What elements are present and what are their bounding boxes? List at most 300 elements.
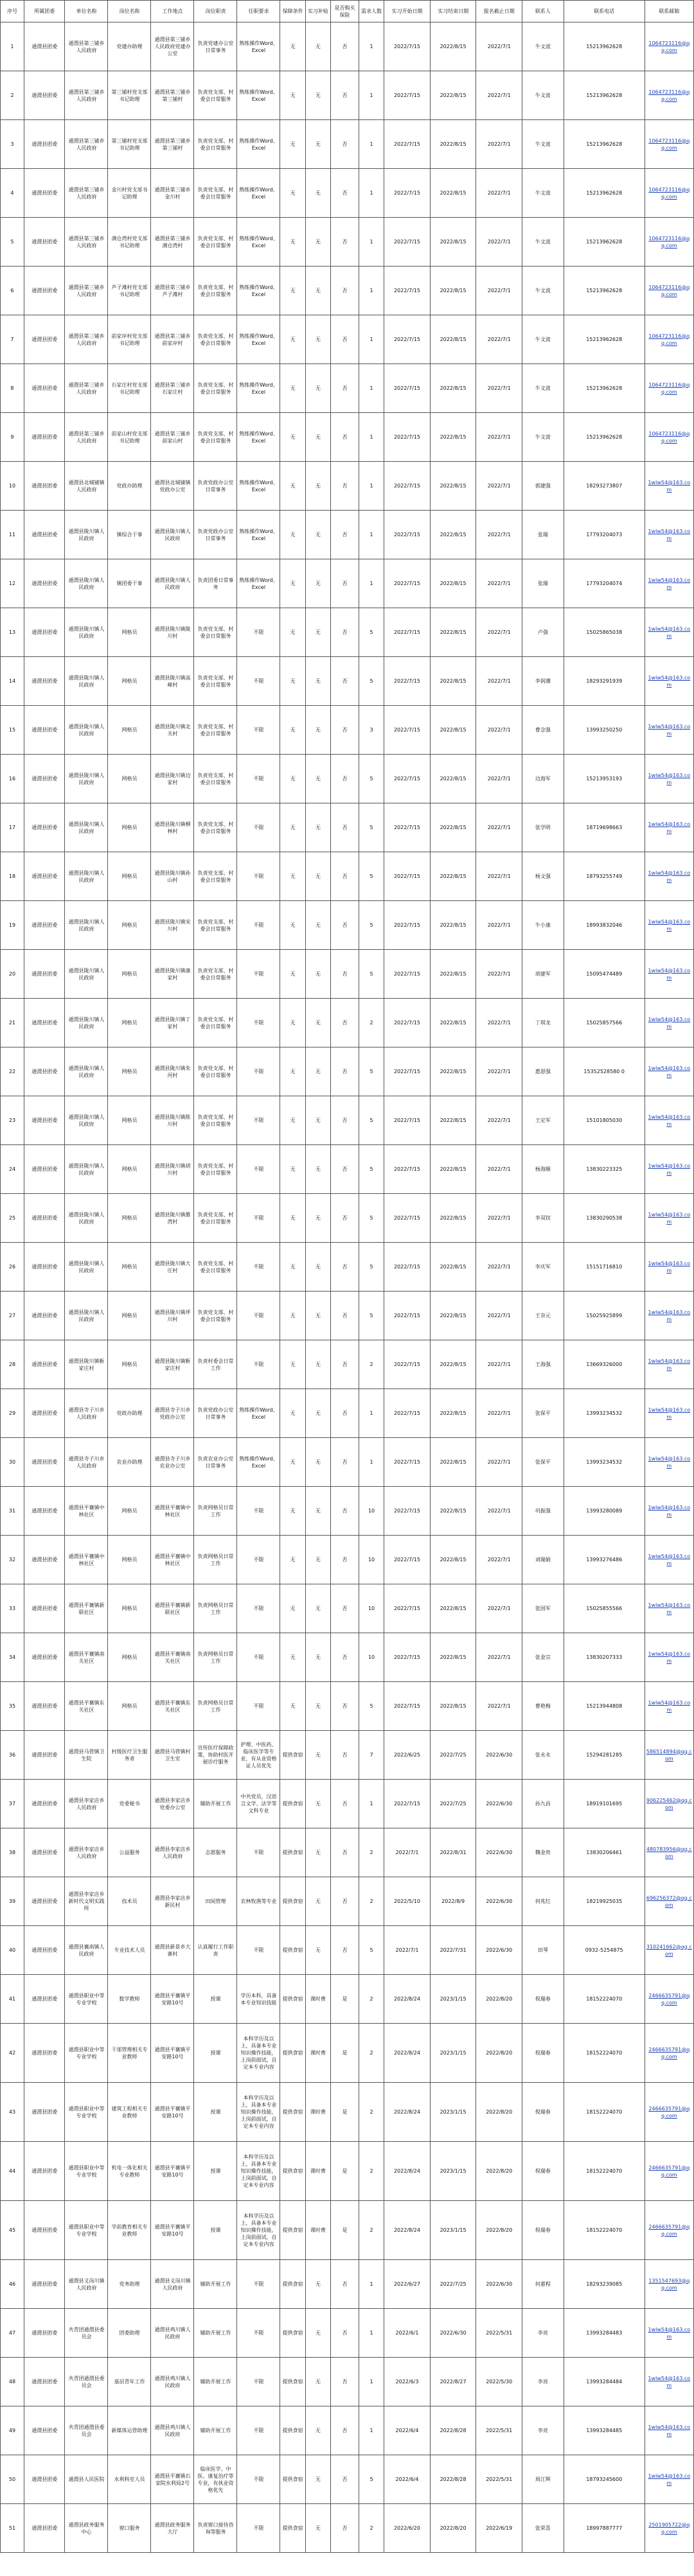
cell-col-contact: 张保平: [522, 1438, 564, 1487]
cell-col-guarantee: 提供食宿: [280, 1975, 305, 2024]
cell-col-deadline: 2022/7/1: [476, 22, 522, 71]
cell-col-end-date: 2022/8/15: [430, 803, 476, 852]
table-row: [1, 1633, 694, 1682]
cell-col-start-date: 2022/7/15: [384, 71, 431, 120]
cell-col-unit: 通渭县襄南镇人民政府: [65, 1926, 108, 1975]
cell-col-duty: 辅助开展工作: [194, 2358, 237, 2406]
cell-col-requirement: 不限: [237, 852, 280, 901]
cell-col-deadline: 2022/7/1: [476, 1096, 522, 1145]
cell-col-contact: 牛文波: [522, 169, 564, 218]
cell-col-end-date: 2023/1/15: [430, 1975, 476, 2024]
cell-col-location: 通渭县陇川镇人民政府: [151, 559, 194, 608]
cell-col-duty: 负责党支部、村委会日常服务: [194, 364, 237, 413]
cell-col-end-date: 2022/8/15: [430, 1243, 476, 1292]
cell-col-end-date: 2022/8/15: [430, 1536, 476, 1584]
cell-col-unit: 通渭县第三铺乡人民政府: [65, 22, 108, 71]
cell-col-league: 通渭县团委: [24, 1243, 65, 1292]
cell-col-phone: 18152224070: [564, 2201, 645, 2260]
cell-col-start-date: 2022/7/15: [384, 1536, 431, 1584]
cell-col-requirement: 不限: [237, 755, 280, 803]
cell-col-duty: 负责党支部、村委会日常服务: [194, 608, 237, 657]
table-row: [1, 218, 694, 267]
cell-col-duty: 授课: [194, 2201, 237, 2260]
cell-col-email[interactable]: 1064723116@qq.com: [645, 267, 693, 315]
cell-col-location: 通渭县陇川镇大庄村: [151, 1243, 194, 1292]
cell-col-count: 1: [359, 462, 384, 511]
cell-col-subsidy: 无: [305, 559, 330, 608]
cell-col-requirement: 熟练操作Word、Excel: [237, 169, 280, 218]
cell-col-contact: 牛小康: [522, 901, 564, 950]
cell-col-index: 7: [1, 315, 24, 364]
cell-col-email[interactable]: 1064723116@qq.com: [645, 169, 693, 218]
cell-col-email[interactable]: 1wlw54@163.com: [645, 1292, 693, 1340]
cell-col-unit: 通渭县职业中等专业学校: [65, 1975, 108, 2024]
cell-col-deadline: 2022/7/1: [476, 315, 522, 364]
cell-col-start-date: 2022/7/15: [384, 852, 431, 901]
cell-col-email[interactable]: 1wlw54@163.com: [645, 2309, 693, 2358]
cell-col-league: 通渭县团委: [24, 559, 65, 608]
cell-col-contact: 李润潮: [522, 657, 564, 706]
cell-col-email[interactable]: 1wlw54@163.com: [645, 1194, 693, 1243]
header-col-subsidy: 实习补贴: [305, 1, 330, 22]
cell-col-phone: 15352528580 0: [564, 1047, 645, 1096]
cell-col-duty: 负责党支部、村委会日常服务: [194, 267, 237, 315]
cell-col-subsidy: 无: [305, 22, 330, 71]
cell-col-position: 网格员: [108, 852, 151, 901]
cell-col-location: 通渭县第三铺乡前家岸村: [151, 315, 194, 364]
cell-col-phone: 18293239085: [564, 2260, 645, 2309]
cell-col-phone: 18993832046: [564, 901, 645, 950]
cell-col-email[interactable]: 1064723116@qq.com: [645, 22, 693, 71]
cell-col-position: 网格员: [108, 657, 151, 706]
cell-col-subsidy: 无: [305, 1438, 330, 1487]
cell-col-phone: 15213962628: [564, 218, 645, 267]
cell-col-subsidy: 无: [305, 1877, 330, 1926]
cell-col-index: 48: [1, 2358, 24, 2406]
cell-col-requirement: 不限: [237, 1926, 280, 1975]
cell-col-duty: 辅助开展工作: [194, 1780, 237, 1828]
cell-col-email[interactable]: 1wlw54@163.com: [645, 1633, 693, 1682]
cell-col-deadline: 2022/7/1: [476, 1243, 522, 1292]
cell-col-league: 通渭县团委: [24, 803, 65, 852]
cell-col-duty: 辅助开展工作: [194, 2309, 237, 2358]
cell-col-email[interactable]: 2501905722@qq.com: [645, 2504, 693, 2553]
cell-col-guarantee: 无: [280, 1047, 305, 1096]
cell-col-subsidy: 无: [305, 2406, 330, 2455]
cell-col-subsidy: 课时费: [305, 2201, 330, 2260]
table-body: [1, 22, 694, 2553]
cell-col-email[interactable]: 1wlw54@163.com: [645, 2406, 693, 2455]
cell-col-guarantee: 无: [280, 950, 305, 999]
cell-col-insurance: 否: [331, 706, 359, 755]
cell-col-contact: 张瑞: [522, 511, 564, 559]
cell-col-subsidy: 无: [305, 706, 330, 755]
cell-col-email[interactable]: 1wlw54@163.com: [645, 2358, 693, 2406]
cell-col-count: 5: [359, 901, 384, 950]
cell-col-contact: 卢强: [522, 608, 564, 657]
cell-col-insurance: 否: [331, 755, 359, 803]
cell-col-phone: 13830223325: [564, 1145, 645, 1194]
cell-col-email[interactable]: 1064723116@qq.com: [645, 364, 693, 413]
cell-col-position: 芦子滩村党支部书记助理: [108, 267, 151, 315]
cell-col-count: 1: [359, 2406, 384, 2455]
cell-col-guarantee: 无: [280, 1584, 305, 1633]
cell-col-phone: 18919101695: [564, 1780, 645, 1828]
cell-col-unit: 通渭县李家店乡人民政府: [65, 1780, 108, 1828]
cell-col-end-date: 2022/8/15: [430, 315, 476, 364]
cell-col-deadline: 2022/7/1: [476, 1194, 522, 1243]
cell-col-email[interactable]: 2466635791@qq.com: [645, 2083, 693, 2142]
cell-col-position: 网格员: [108, 1292, 151, 1340]
cell-col-email[interactable]: 1wlw54@163.com: [645, 706, 693, 755]
cell-col-contact: 牛文波: [522, 315, 564, 364]
cell-col-contact: 王奈元: [522, 1292, 564, 1340]
cell-col-duty: 负责党支部、村委会日常服务: [194, 315, 237, 364]
cell-col-end-date: 2022/8/20: [430, 2504, 476, 2553]
cell-col-duty: 授课: [194, 1975, 237, 2024]
cell-col-requirement: 不限: [237, 999, 280, 1047]
cell-col-requirement: 熟练操作Word、Excel: [237, 315, 280, 364]
cell-col-duty: 志愿服务: [194, 1828, 237, 1877]
cell-col-requirement: 不限: [237, 608, 280, 657]
table-row: [1, 1145, 694, 1194]
cell-col-email[interactable]: 1wlw54@163.com: [645, 803, 693, 852]
cell-col-duty: 授课: [194, 2083, 237, 2142]
table-row: [1, 608, 694, 657]
cell-col-contact: 曹念强: [522, 706, 564, 755]
cell-col-end-date: 2023/1/15: [430, 2142, 476, 2201]
cell-col-contact: 李亮: [522, 2309, 564, 2358]
table-row: [1, 2024, 694, 2083]
cell-col-deadline: 2022/7/1: [476, 1389, 522, 1438]
cell-col-league: 通渭县团委: [24, 315, 65, 364]
cell-col-deadline: 2022/7/1: [476, 511, 522, 559]
cell-col-guarantee: 提供食宿: [280, 1926, 305, 1975]
cell-col-count: 1: [359, 120, 384, 169]
cell-col-requirement: 熟练操作Word、Excel: [237, 413, 280, 462]
cell-col-duty: 负责党支部、村委会日常服务: [194, 1047, 237, 1096]
table-row: [1, 1584, 694, 1633]
table-row: [1, 2309, 694, 2358]
cell-col-end-date: 2022/8/15: [430, 559, 476, 608]
cell-col-email[interactable]: 1064723116@qq.com: [645, 71, 693, 120]
header-col-unit: 单位名称: [65, 1, 108, 22]
cell-col-contact: 边海军: [522, 755, 564, 803]
cell-col-deadline: 2022/5/31: [476, 2455, 522, 2504]
cell-col-insurance: 否: [331, 1145, 359, 1194]
cell-col-league: 通渭县团委: [24, 71, 65, 120]
cell-col-email[interactable]: 1064723116@qq.com: [645, 120, 693, 169]
cell-col-insurance: 否: [331, 1682, 359, 1731]
cell-col-end-date: 2022/8/15: [430, 1194, 476, 1243]
cell-col-deadline: 2022/7/1: [476, 1340, 522, 1389]
cell-col-position: 第三铺村党支部书记助理: [108, 120, 151, 169]
cell-col-position: 公益服务: [108, 1828, 151, 1877]
cell-col-email[interactable]: 1wlw54@163.com: [645, 559, 693, 608]
cell-col-contact: 张学明: [522, 803, 564, 852]
cell-col-position: 学前教育相关专业教师: [108, 2201, 151, 2260]
cell-col-email[interactable]: 1wlw54@163.com: [645, 1438, 693, 1487]
cell-col-position: 网格员: [108, 1194, 151, 1243]
cell-col-start-date: 2022/6/3: [384, 2358, 431, 2406]
cell-col-index: 5: [1, 218, 24, 267]
cell-col-requirement: 熟练操作Word、Excel: [237, 218, 280, 267]
cell-col-email[interactable]: 310241662@qq.com: [645, 1926, 693, 1975]
cell-col-subsidy: 课时费: [305, 2142, 330, 2201]
cell-col-duty: 负责窗口接待咨询等服务: [194, 2504, 237, 2553]
cell-col-league: 通渭县团委: [24, 901, 65, 950]
header-col-location: 工作地点: [151, 1, 194, 22]
cell-col-requirement: 不限: [237, 901, 280, 950]
cell-col-contact: 何嘉程: [522, 2260, 564, 2309]
cell-col-position: 满仓湾村党支部书记助理: [108, 218, 151, 267]
cell-col-email[interactable]: 586514894@qq.com: [645, 1731, 693, 1780]
table-row: [1, 1877, 694, 1926]
cell-col-email[interactable]: 1wlw54@163.com: [645, 1096, 693, 1145]
cell-col-count: 5: [359, 755, 384, 803]
cell-col-email[interactable]: 1wlw54@163.com: [645, 511, 693, 559]
cell-col-index: 38: [1, 1828, 24, 1877]
header-col-position: 岗位名称: [108, 1, 151, 22]
cell-col-requirement: 不限: [237, 1292, 280, 1340]
cell-col-deadline: 2022/7/1: [476, 755, 522, 803]
cell-col-position: 水利科室人员: [108, 2455, 151, 2504]
cell-col-guarantee: 无: [280, 22, 305, 71]
cell-col-position: 网格员: [108, 1340, 151, 1389]
cell-col-league: 通渭县团委: [24, 852, 65, 901]
cell-col-email[interactable]: 1wlw54@163.com: [645, 1145, 693, 1194]
cell-col-phone: 18152224070: [564, 1975, 645, 2024]
cell-col-email[interactable]: 1064723116@qq.com: [645, 315, 693, 364]
cell-col-email[interactable]: 1wlw54@163.com: [645, 999, 693, 1047]
cell-col-email[interactable]: 1wlw54@163.com: [645, 1340, 693, 1389]
cell-col-email[interactable]: 1wlw54@163.com: [645, 1243, 693, 1292]
cell-col-league: 通渭县团委: [24, 462, 65, 511]
cell-col-location: 通渭县陇川镇陇川村: [151, 608, 194, 657]
cell-col-requirement: 本科学历及以上，具备本专业知识操作技能，上岗前面试，自定本专业内容: [237, 2083, 280, 2142]
cell-col-guarantee: 无: [280, 315, 305, 364]
cell-col-requirement: 护理、中医药、临床医学等专业，有从业资格证人员优先: [237, 1731, 280, 1780]
cell-col-contact: 牛文波: [522, 22, 564, 71]
cell-col-contact: 牛文波: [522, 120, 564, 169]
table-row: [1, 1487, 694, 1536]
cell-col-count: 1: [359, 169, 384, 218]
cell-col-email[interactable]: 2466635791@qq.com: [645, 2142, 693, 2201]
cell-col-email[interactable]: 906225462@qq.com: [645, 1780, 693, 1828]
cell-col-unit: 通渭县陇川镇人民政府: [65, 1243, 108, 1292]
cell-col-index: 39: [1, 1877, 24, 1926]
cell-col-location: 通渭县陇川镇陈川村: [151, 1096, 194, 1145]
cell-col-start-date: 2022/8/24: [384, 2083, 431, 2142]
cell-col-deadline: 2022/7/1: [476, 218, 522, 267]
cell-col-location: 通渭县陇川镇柳林村: [151, 803, 194, 852]
cell-col-email[interactable]: 1064723116@qq.com: [645, 218, 693, 267]
cell-col-index: 14: [1, 657, 24, 706]
table-row: [1, 315, 694, 364]
cell-col-contact: 丁琪龙: [522, 999, 564, 1047]
cell-col-position: 数学教师: [108, 1975, 151, 2024]
cell-col-subsidy: 无: [305, 1047, 330, 1096]
cell-col-count: 5: [359, 852, 384, 901]
cell-col-end-date: 2022/8/15: [430, 169, 476, 218]
cell-col-unit: 通渭县陇川镇人民政府: [65, 559, 108, 608]
cell-col-email[interactable]: 1wlw54@163.com: [645, 2455, 693, 2504]
cell-col-email[interactable]: 2466635791@qq.com: [645, 2024, 693, 2083]
cell-col-email[interactable]: 1wlw54@163.com: [645, 852, 693, 901]
cell-col-count: 2: [359, 2142, 384, 2201]
cell-col-index: 20: [1, 950, 24, 999]
cell-col-email[interactable]: 1wlw54@163.com: [645, 462, 693, 511]
cell-col-email[interactable]: 1wlw54@163.com: [645, 1536, 693, 1584]
cell-col-insurance: 否: [331, 950, 359, 999]
cell-col-email[interactable]: 480783956@qq.com: [645, 1828, 693, 1877]
cell-col-email[interactable]: 1wlw54@163.com: [645, 1682, 693, 1731]
cell-col-end-date: 2022/8/15: [430, 1047, 476, 1096]
cell-col-email[interactable]: 1wlw54@163.com: [645, 657, 693, 706]
cell-col-guarantee: 提供食宿: [280, 1731, 305, 1780]
table-row: [1, 120, 694, 169]
cell-col-insurance: 否: [331, 1389, 359, 1438]
cell-col-email[interactable]: 1wlw54@163.com: [645, 1389, 693, 1438]
cell-col-league: 通渭县团委: [24, 1731, 65, 1780]
cell-col-email[interactable]: 2466635791@qq.com: [645, 2201, 693, 2260]
cell-col-requirement: 不限: [237, 657, 280, 706]
cell-col-email[interactable]: 2466635791@qq.com: [645, 1975, 693, 2024]
cell-col-contact: 牛文波: [522, 71, 564, 120]
cell-col-deadline: 2022/6/30: [476, 1877, 522, 1926]
cell-col-duty: 辅助开展工作: [194, 2260, 237, 2309]
table-row: [1, 511, 694, 559]
cell-col-phone: 18152224070: [564, 2083, 645, 2142]
cell-col-league: 通渭县团委: [24, 2406, 65, 2455]
cell-col-guarantee: 无: [280, 657, 305, 706]
cell-col-end-date: 2022/6/30: [430, 2309, 476, 2358]
cell-col-phone: 17793204073: [564, 511, 645, 559]
cell-col-contact: 倪瑞春: [522, 2201, 564, 2260]
table-row: [1, 2201, 694, 2260]
cell-col-position: 党建办助理: [108, 22, 151, 71]
cell-col-insurance: 是: [331, 1975, 359, 2024]
cell-col-email[interactable]: 1351547693@qq.com: [645, 2260, 693, 2309]
cell-col-guarantee: 无: [280, 755, 305, 803]
cell-col-contact: 杨海顺: [522, 1145, 564, 1194]
cell-col-end-date: 2022/8/15: [430, 71, 476, 120]
cell-col-unit: 共青团通渭县委员会: [65, 2358, 108, 2406]
cell-col-position: 干部管理相关专业教师: [108, 2024, 151, 2083]
cell-col-league: 通渭县团委: [24, 1536, 65, 1584]
cell-col-unit: 通渭县陇川镇靳家庄村: [65, 1340, 108, 1389]
cell-col-league: 通渭县团委: [24, 2260, 65, 2309]
cell-col-phone: 15213962628: [564, 71, 645, 120]
cell-col-deadline: 2022/7/1: [476, 852, 522, 901]
cell-col-requirement: 熟练操作Word、Excel: [237, 462, 280, 511]
cell-col-email[interactable]: 1wlw54@163.com: [645, 1584, 693, 1633]
cell-col-location: 通渭县平襄镇石家院水利局2号: [151, 2455, 194, 2504]
cell-col-insurance: 否: [331, 1536, 359, 1584]
cell-col-deadline: 2022/6/30: [476, 1926, 522, 1975]
header-col-requirement: 任职要求: [237, 1, 280, 22]
cell-col-index: 31: [1, 1487, 24, 1536]
header-col-duty: 岗位职责: [194, 1, 237, 22]
cell-col-guarantee: 提供食宿: [280, 2142, 305, 2201]
cell-col-guarantee: 无: [280, 1633, 305, 1682]
cell-col-position: 党委秘书: [108, 1780, 151, 1828]
cell-col-position: 新媒体运营助理: [108, 2406, 151, 2455]
header-col-end-date: 实习结束日期: [430, 1, 476, 22]
cell-col-index: 49: [1, 2406, 24, 2455]
cell-col-index: 50: [1, 2455, 24, 2504]
cell-col-guarantee: 无: [280, 901, 305, 950]
cell-col-phone: 15213962628: [564, 315, 645, 364]
cell-col-contact: 王定军: [522, 1096, 564, 1145]
cell-col-location: 通渭县平襄镇平安路10号: [151, 2201, 194, 2260]
cell-col-duty: 负责团委日常事务: [194, 559, 237, 608]
cell-col-duty: 负责农业办公室日常事务: [194, 1438, 237, 1487]
cell-col-start-date: 2022/7/15: [384, 1047, 431, 1096]
cell-col-email[interactable]: 1wlw54@163.com: [645, 1047, 693, 1096]
cell-col-unit: 共青团通渭县委员会: [65, 2406, 108, 2455]
cell-col-duty: 辅助开展工作: [194, 2406, 237, 2455]
cell-col-position: 网格员: [108, 1096, 151, 1145]
cell-col-start-date: 2022/8/24: [384, 1975, 431, 2024]
cell-col-end-date: 2022/8/15: [430, 1145, 476, 1194]
cell-col-guarantee: 无: [280, 1438, 305, 1487]
cell-col-phone: 18997887777: [564, 2504, 645, 2553]
cell-col-start-date: 2022/7/15: [384, 1194, 431, 1243]
cell-col-subsidy: 无: [305, 1389, 330, 1438]
cell-col-unit: 通渭县第三铺乡人民政府: [65, 364, 108, 413]
cell-col-duty: 负责党支部、村委会日常服务: [194, 999, 237, 1047]
cell-col-end-date: 2022/8/15: [430, 1633, 476, 1682]
cell-col-deadline: 2022/7/1: [476, 120, 522, 169]
cell-col-index: 24: [1, 1145, 24, 1194]
cell-col-unit: 通渭县李家店乡人民政府: [65, 1828, 108, 1877]
cell-col-email[interactable]: 1wlw54@163.com: [645, 755, 693, 803]
cell-col-contact: 魏金贵: [522, 1828, 564, 1877]
table-row: [1, 169, 694, 218]
cell-col-email[interactable]: 1wlw54@163.com: [645, 608, 693, 657]
cell-col-phone: 15101805030: [564, 1096, 645, 1145]
cell-col-index: 17: [1, 803, 24, 852]
cell-col-phone: 18152224070: [564, 2024, 645, 2083]
cell-col-league: 通渭县团委: [24, 999, 65, 1047]
cell-col-count: 5: [359, 1145, 384, 1194]
cell-col-requirement: 不限: [237, 1536, 280, 1584]
cell-col-index: 40: [1, 1926, 24, 1975]
cell-col-subsidy: 课时费: [305, 1975, 330, 2024]
header-col-email: 联系邮箱: [645, 1, 693, 22]
cell-col-guarantee: 无: [280, 71, 305, 120]
cell-col-duty: 负责网格员日常工作: [194, 1536, 237, 1584]
cell-col-subsidy: 无: [305, 315, 330, 364]
cell-col-email[interactable]: 1wlw54@163.com: [645, 1487, 693, 1536]
table-row: [1, 413, 694, 462]
cell-col-email[interactable]: 1wlw54@163.com: [645, 901, 693, 950]
cell-col-insurance: 否: [331, 511, 359, 559]
table-row: [1, 1780, 694, 1828]
cell-col-position: 网格员: [108, 1047, 151, 1096]
cell-col-email[interactable]: 1wlw54@163.com: [645, 950, 693, 999]
cell-col-contact: 郭建强: [522, 462, 564, 511]
cell-col-email[interactable]: 1064723116@qq.com: [645, 413, 693, 462]
cell-col-email[interactable]: 696256372@qq.com: [645, 1877, 693, 1926]
cell-col-league: 通渭县团委: [24, 1780, 65, 1828]
cell-col-insurance: 否: [331, 315, 359, 364]
cell-col-start-date: 2022/7/15: [384, 1682, 431, 1731]
cell-col-requirement: 农林牧渔等专业: [237, 1877, 280, 1926]
cell-col-insurance: 否: [331, 2260, 359, 2309]
cell-col-league: 通渭县团委: [24, 950, 65, 999]
